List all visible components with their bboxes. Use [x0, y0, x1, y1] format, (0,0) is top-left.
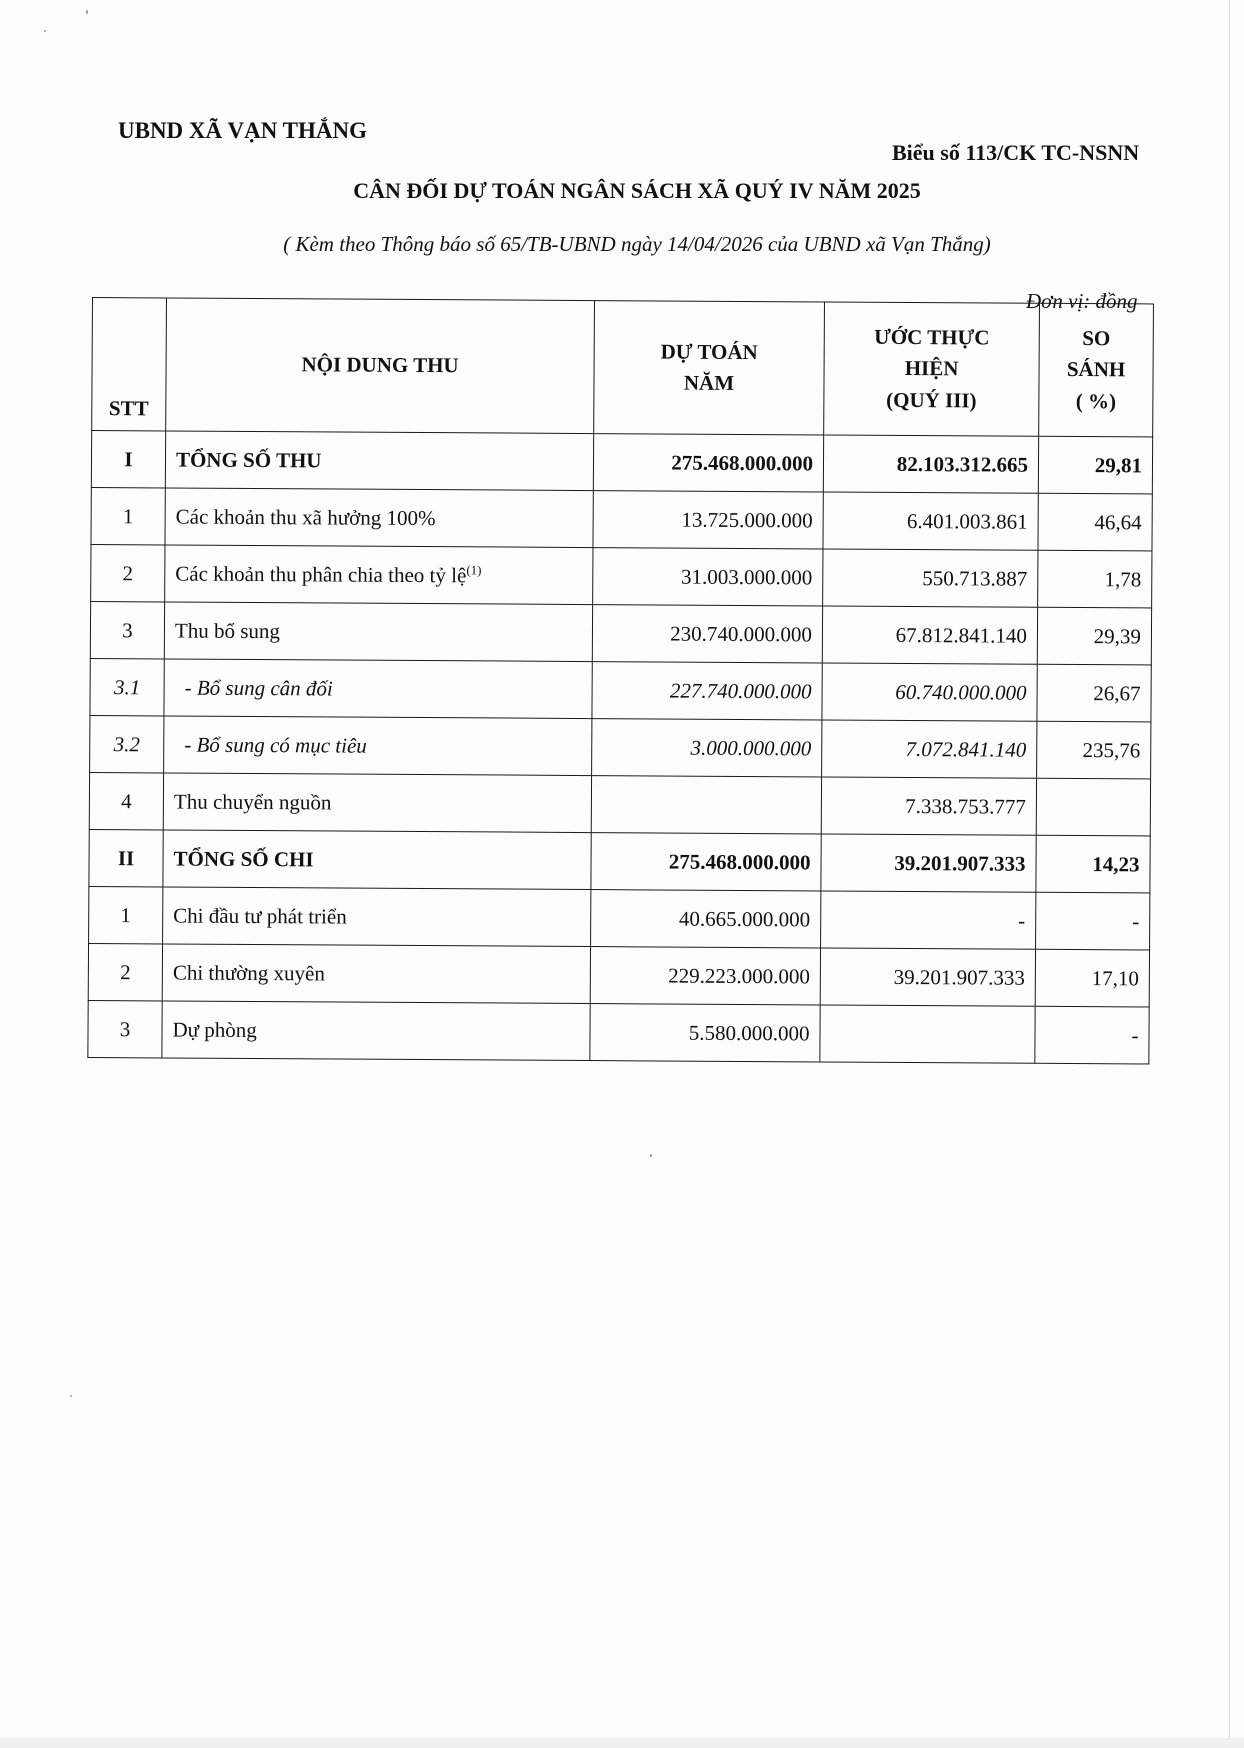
row-actual	[820, 1005, 1035, 1063]
row-label: - Bổ sung cân đối	[164, 659, 592, 719]
row-stt: 1	[89, 886, 163, 943]
row-stt: 2	[91, 544, 165, 601]
row-estimate: 40.665.000.000	[591, 890, 821, 948]
row-label: Thu chuyển nguồn	[163, 773, 591, 833]
table-row	[90, 601, 1151, 664]
row-actual: 39.201.907.333	[821, 834, 1036, 892]
document-subtitle: ( Kèm theo Thông báo số 65/TB-UBND ngày 14/04/2026 của UBND xã Vạn Thắng)	[283, 232, 991, 256]
row-actual: 6.401.003.861	[823, 492, 1038, 550]
row-actual: 82.103.312.665	[823, 435, 1038, 493]
row-estimate: 31.003.000.000	[593, 548, 823, 606]
row-compare: 29,81	[1038, 436, 1152, 494]
row-label: TỔNG SỐ CHI	[163, 830, 591, 890]
page-bottom-strip	[0, 1738, 1244, 1748]
row-stt: 3.1	[90, 658, 164, 715]
table-row	[90, 715, 1151, 778]
scan-speck	[44, 30, 46, 32]
budget-table	[87, 297, 1154, 1064]
header-actual	[824, 302, 1040, 436]
header-compare-line3: ( %)	[1075, 388, 1117, 414]
row-actual: 39.201.907.333	[820, 948, 1035, 1006]
row-estimate: 229.223.000.000	[590, 947, 820, 1005]
row-actual: 67.812.841.140	[822, 606, 1037, 664]
row-actual: 550.713.887	[823, 549, 1038, 607]
row-estimate: 5.580.000.000	[590, 1004, 820, 1062]
table-row	[89, 829, 1150, 892]
row-actual: 7.338.753.777	[821, 777, 1036, 835]
row-compare: 29,39	[1037, 607, 1151, 665]
table-row	[91, 487, 1152, 550]
row-estimate: 230.740.000.000	[592, 605, 822, 663]
row-label: Các khoản thu xã hưởng 100%	[165, 488, 593, 548]
row-stt: II	[89, 829, 163, 886]
row-label: Chi đầu tư phát triển	[163, 887, 591, 947]
row-compare: 14,23	[1036, 835, 1150, 893]
header-estimate	[594, 301, 825, 435]
row-compare: 46,64	[1038, 493, 1152, 551]
row-estimate: 227.740.000.000	[592, 662, 822, 720]
table-row	[88, 1000, 1149, 1063]
row-estimate: 275.468.000.000	[593, 434, 823, 492]
row-stt: I	[91, 431, 165, 488]
table-row	[89, 772, 1150, 835]
table-row	[91, 544, 1152, 607]
row-label: - Bổ sung có mục tiêu	[164, 716, 592, 776]
currency-unit: Đơn vị: đồng	[1026, 289, 1138, 313]
header-compare-line2: SÁNH	[1066, 357, 1126, 382]
row-compare: 17,10	[1035, 949, 1149, 1007]
agency-name: UBND XÃ VẠN THẮNG	[118, 118, 367, 143]
page-edge-line	[1229, 0, 1230, 1748]
row-estimate: 275.468.000.000	[591, 833, 821, 891]
row-label-cell	[165, 545, 593, 605]
document-title: CÂN ĐỐI DỰ TOÁN NGÂN SÁCH XÃ QUÝ IV NĂM 2025	[353, 178, 921, 203]
header-estimate-line2: NĂM	[683, 370, 735, 395]
header-compare-line1: SO	[1082, 325, 1111, 350]
row-label: Các khoản thu phân chia theo tỷ lệ	[175, 561, 467, 588]
row-estimate: 13.725.000.000	[593, 491, 823, 549]
table-row	[90, 658, 1151, 721]
row-compare: 1,78	[1038, 550, 1152, 608]
scan-speck	[86, 10, 88, 14]
row-stt: 3	[88, 1000, 162, 1057]
row-label: Thu bổ sung	[164, 602, 592, 662]
scan-speck	[70, 1395, 72, 1397]
row-compare	[1036, 778, 1150, 836]
header-stt: STT	[92, 298, 167, 431]
row-compare: -	[1036, 892, 1150, 950]
table-header-row	[92, 298, 1154, 437]
header-actual-line3: (QUÝ III)	[886, 387, 977, 413]
row-stt: 1	[91, 487, 165, 544]
header-content: NỘI DUNG THU	[166, 298, 595, 434]
table-row	[91, 431, 1152, 494]
header-estimate-line1: DỰ TOÁN	[660, 338, 758, 364]
row-label: TỔNG SỐ THU	[165, 431, 593, 491]
row-actual: -	[821, 891, 1036, 949]
header-actual-line1: ƯỚC THỰC	[874, 324, 990, 350]
scan-speck	[650, 1154, 652, 1157]
row-stt: 2	[88, 943, 162, 1000]
row-actual: 60.740.000.000	[822, 663, 1037, 721]
row-estimate: 3.000.000.000	[592, 719, 822, 777]
row-label: Chi thường xuyên	[162, 944, 590, 1004]
footnote-marker: (1)	[466, 562, 482, 578]
row-stt: 3	[90, 601, 164, 658]
row-stt: 4	[89, 772, 163, 829]
table-row	[88, 943, 1149, 1006]
form-number: Biểu số 113/CK TC-NSNN	[892, 140, 1140, 165]
row-compare: 26,67	[1037, 664, 1151, 722]
header-actual-line2: HIỆN	[904, 356, 959, 381]
row-stt: 3.2	[90, 715, 164, 772]
row-compare: -	[1035, 1006, 1149, 1064]
row-label: Dự phòng	[162, 1001, 590, 1061]
row-actual: 7.072.841.140	[822, 720, 1037, 778]
table-row	[89, 886, 1150, 949]
row-estimate	[591, 776, 821, 834]
header-compare	[1039, 303, 1154, 437]
row-compare: 235,76	[1037, 721, 1151, 779]
